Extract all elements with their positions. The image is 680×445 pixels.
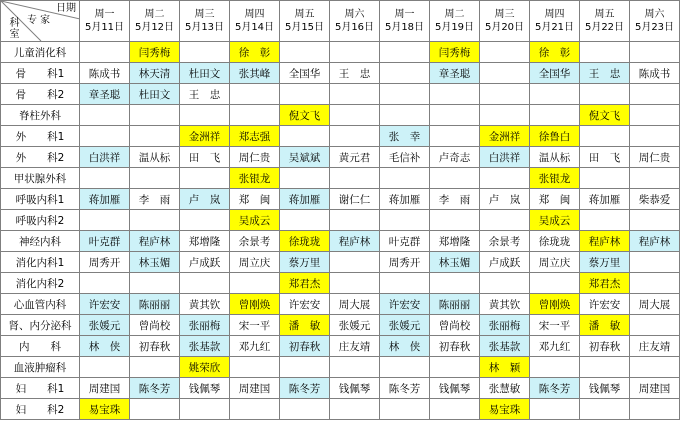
schedule-cell — [230, 273, 280, 294]
schedule-cell — [130, 399, 180, 420]
schedule-cell: 卢奇志 — [430, 147, 480, 168]
department-cell: 血液肿瘤科 — [1, 357, 80, 378]
schedule-cell: 庄友靖 — [630, 336, 680, 357]
schedule-cell: 周秀开 — [380, 252, 430, 273]
table-row — [1, 147, 680, 168]
schedule-cell: 陈丽丽 — [130, 294, 180, 315]
schedule-cell: 张银龙 — [530, 168, 580, 189]
schedule-cell: 杜田文 — [180, 63, 230, 84]
schedule-cell — [430, 273, 480, 294]
schedule-cell — [80, 210, 130, 231]
schedule-cell: 初春秋 — [280, 336, 330, 357]
schedule-cell — [80, 126, 130, 147]
schedule-cell: 陈丽丽 — [430, 294, 480, 315]
schedule-cell — [280, 399, 330, 420]
schedule-cell: 余景考 — [480, 231, 530, 252]
table-row — [1, 126, 680, 147]
schedule-cell: 周立庆 — [230, 252, 280, 273]
department-cell: 妇 科1 — [1, 378, 80, 399]
schedule-cell — [80, 357, 130, 378]
schedule-cell — [380, 168, 430, 189]
department-cell: 骨 科1 — [1, 63, 80, 84]
schedule-cell: 钱佩琴 — [580, 378, 630, 399]
weekday-label: 周三 — [494, 9, 515, 20]
schedule-cell — [330, 126, 380, 147]
schedule-cell: 吴成云 — [530, 210, 580, 231]
schedule-cell: 张媛元 — [330, 315, 380, 336]
schedule-cell: 全国华 — [530, 63, 580, 84]
department-cell: 消化内科1 — [1, 252, 80, 273]
schedule-cell: 温从标 — [530, 147, 580, 168]
schedule-cell — [80, 105, 130, 126]
schedule-cell — [530, 399, 580, 420]
schedule-cell — [380, 273, 430, 294]
schedule-cell: 周仁贵 — [630, 147, 680, 168]
schedule-cell: 陈冬芳 — [380, 378, 430, 399]
schedule-cell — [280, 210, 330, 231]
schedule-cell: 钱佩琴 — [180, 378, 230, 399]
table-row — [1, 84, 680, 105]
schedule-cell: 章圣聪 — [80, 84, 130, 105]
schedule-cell: 金洲祥 — [480, 126, 530, 147]
table-row — [1, 168, 680, 189]
weekday-label: 周一 — [94, 9, 115, 20]
schedule-cell: 闫秀梅 — [130, 42, 180, 63]
schedule-cell: 林 侠 — [380, 336, 430, 357]
schedule-cell: 徐珑珑 — [280, 231, 330, 252]
schedule-cell: 易宝珠 — [480, 399, 530, 420]
schedule-cell: 余景考 — [230, 231, 280, 252]
department-cell: 呼吸内科2 — [1, 210, 80, 231]
weekday-label: 周二 — [144, 9, 165, 20]
date-label: 5月14日 — [234, 22, 275, 33]
schedule-cell — [480, 42, 530, 63]
schedule-cell: 卢 岚 — [480, 189, 530, 210]
schedule-cell: 张丽梅 — [480, 315, 530, 336]
table-row — [1, 63, 680, 84]
header-row — [1, 1, 680, 42]
schedule-cell: 柴恭爱 — [630, 189, 680, 210]
schedule-cell — [580, 126, 630, 147]
schedule-cell: 田 飞 — [180, 147, 230, 168]
day-header-cell — [630, 1, 680, 42]
schedule-cell — [130, 210, 180, 231]
schedule-cell: 杜田文 — [130, 84, 180, 105]
schedule-cell: 蒋加雁 — [280, 189, 330, 210]
schedule-cell: 张丽梅 — [180, 315, 230, 336]
schedule-cell: 曾刚焕 — [530, 294, 580, 315]
schedule-cell — [380, 399, 430, 420]
schedule-cell — [330, 42, 380, 63]
schedule-cell — [630, 252, 680, 273]
department-cell: 妇 科2 — [1, 399, 80, 420]
schedule-cell: 姚荣欣 — [180, 357, 230, 378]
schedule-cell: 张 幸 — [380, 126, 430, 147]
day-header-cell — [180, 1, 230, 42]
schedule-cell — [580, 357, 630, 378]
date-label: 5月18日 — [384, 22, 425, 33]
schedule-cell: 曾尚校 — [130, 315, 180, 336]
schedule-cell — [430, 84, 480, 105]
schedule-cell — [630, 168, 680, 189]
date-label: 5月20日 — [484, 22, 525, 33]
day-header-cell — [330, 1, 380, 42]
schedule-cell: 宋一平 — [230, 315, 280, 336]
schedule-cell: 曾刚焕 — [230, 294, 280, 315]
schedule-cell — [130, 105, 180, 126]
schedule-cell: 张其峰 — [230, 63, 280, 84]
schedule-cell: 白洪祥 — [80, 147, 130, 168]
schedule-cell: 蒋加雁 — [380, 189, 430, 210]
schedule-cell — [630, 273, 680, 294]
date-label: 5月22日 — [584, 22, 625, 33]
schedule-body — [1, 42, 680, 420]
weekday-label: 周四 — [544, 9, 565, 20]
schedule-cell: 张银龙 — [230, 168, 280, 189]
weekday-label: 周五 — [294, 9, 315, 20]
department-cell: 脊柱外科 — [1, 105, 80, 126]
schedule-cell — [180, 399, 230, 420]
schedule-cell: 卢 岚 — [180, 189, 230, 210]
schedule-cell: 郑志强 — [230, 126, 280, 147]
schedule-cell: 叶克群 — [80, 231, 130, 252]
schedule-cell — [430, 168, 480, 189]
schedule-cell — [130, 168, 180, 189]
schedule-cell: 易宝珠 — [80, 399, 130, 420]
schedule-cell — [480, 273, 530, 294]
schedule-cell — [630, 42, 680, 63]
date-label: 5月15日 — [284, 22, 325, 33]
schedule-cell: 徐鲁白 — [530, 126, 580, 147]
schedule-cell: 金洲祥 — [180, 126, 230, 147]
schedule-cell: 钱佩琴 — [430, 378, 480, 399]
schedule-cell: 倪文飞 — [580, 105, 630, 126]
schedule-cell: 许宏安 — [280, 294, 330, 315]
corner-date-label: 日期 — [56, 3, 76, 14]
date-label: 5月12日 — [134, 22, 175, 33]
schedule-cell — [280, 126, 330, 147]
schedule-cell — [380, 84, 430, 105]
department-cell: 内 科 — [1, 336, 80, 357]
schedule-cell: 黄其钦 — [180, 294, 230, 315]
schedule-cell: 陈成书 — [80, 63, 130, 84]
schedule-cell — [180, 168, 230, 189]
schedule-cell — [580, 84, 630, 105]
day-header-cell — [480, 1, 530, 42]
schedule-cell: 周立庆 — [530, 252, 580, 273]
table-row — [1, 105, 680, 126]
schedule-cell — [480, 84, 530, 105]
schedule-cell: 程庐林 — [130, 231, 180, 252]
date-label: 5月23日 — [634, 22, 675, 33]
schedule-cell — [330, 252, 380, 273]
schedule-cell — [480, 210, 530, 231]
schedule-cell: 徐 彰 — [230, 42, 280, 63]
corner-department-label: 科室 — [9, 18, 20, 40]
schedule-cell — [280, 168, 330, 189]
schedule-cell — [230, 357, 280, 378]
schedule-cell: 程庐林 — [330, 231, 380, 252]
date-label: 5月13日 — [184, 22, 225, 33]
schedule-cell — [430, 357, 480, 378]
schedule-cell: 陈冬芳 — [130, 378, 180, 399]
schedule-cell: 谢仁仁 — [330, 189, 380, 210]
schedule-cell — [130, 126, 180, 147]
schedule-cell: 程庐林 — [580, 231, 630, 252]
schedule-cell — [630, 357, 680, 378]
schedule-cell: 吴成云 — [230, 210, 280, 231]
schedule-cell: 林玉媚 — [130, 252, 180, 273]
schedule-cell: 初春秋 — [430, 336, 480, 357]
schedule-cell — [80, 168, 130, 189]
schedule-cell: 蒋加雁 — [580, 189, 630, 210]
schedule-cell: 闫秀梅 — [430, 42, 480, 63]
schedule-cell — [280, 357, 330, 378]
schedule-cell — [280, 42, 330, 63]
department-cell: 外 科2 — [1, 147, 80, 168]
schedule-cell: 程庐林 — [630, 231, 680, 252]
schedule-cell — [630, 210, 680, 231]
schedule-cell — [530, 105, 580, 126]
schedule-cell: 邓九红 — [230, 336, 280, 357]
day-header-cell — [280, 1, 330, 42]
schedule-cell — [430, 210, 480, 231]
schedule-cell — [180, 105, 230, 126]
schedule-cell: 林 颖 — [480, 357, 530, 378]
schedule-cell: 陈冬芳 — [530, 378, 580, 399]
day-header-cell — [230, 1, 280, 42]
schedule-cell — [630, 315, 680, 336]
schedule-cell: 林玉媚 — [430, 252, 480, 273]
schedule-cell — [580, 210, 630, 231]
schedule-cell: 宋一平 — [530, 315, 580, 336]
schedule-cell — [380, 63, 430, 84]
department-cell: 神经内科 — [1, 231, 80, 252]
schedule-cell — [180, 273, 230, 294]
schedule-cell — [280, 84, 330, 105]
corner-header-cell — [1, 1, 80, 42]
schedule-cell — [580, 168, 630, 189]
schedule-cell — [230, 105, 280, 126]
department-cell: 骨 科2 — [1, 84, 80, 105]
schedule-cell: 郑 闽 — [230, 189, 280, 210]
schedule-cell: 田 飞 — [580, 147, 630, 168]
schedule-cell — [480, 105, 530, 126]
department-cell: 心血管内科 — [1, 294, 80, 315]
schedule-cell: 潘 敏 — [280, 315, 330, 336]
schedule-cell — [580, 399, 630, 420]
schedule-cell — [630, 126, 680, 147]
schedule-cell: 周大展 — [630, 294, 680, 315]
schedule-cell — [430, 399, 480, 420]
schedule-cell: 温从标 — [130, 147, 180, 168]
schedule-cell: 周仁贵 — [230, 147, 280, 168]
schedule-cell — [380, 210, 430, 231]
date-label: 5月11日 — [84, 22, 125, 33]
schedule-cell: 许宏安 — [380, 294, 430, 315]
weekday-label: 周四 — [244, 9, 265, 20]
date-label: 5月21日 — [534, 22, 575, 33]
schedule-cell: 周大展 — [330, 294, 380, 315]
schedule-cell: 郑增隆 — [180, 231, 230, 252]
schedule-cell — [480, 168, 530, 189]
schedule-cell — [430, 105, 480, 126]
day-header-cell — [580, 1, 630, 42]
schedule-cell: 全国华 — [280, 63, 330, 84]
schedule-cell: 王 忠 — [330, 63, 380, 84]
weekday-label: 周一 — [394, 9, 415, 20]
table-row — [1, 336, 680, 357]
schedule-cell: 许宏安 — [580, 294, 630, 315]
schedule-cell: 蒋加雁 — [80, 189, 130, 210]
schedule-cell — [330, 399, 380, 420]
schedule-cell — [630, 84, 680, 105]
table-row — [1, 210, 680, 231]
schedule-cell: 陈成书 — [630, 63, 680, 84]
weekday-label: 周六 — [644, 9, 665, 20]
schedule-cell: 初春秋 — [130, 336, 180, 357]
department-cell: 儿童消化科 — [1, 42, 80, 63]
schedule-cell — [330, 273, 380, 294]
schedule-cell: 周建国 — [630, 378, 680, 399]
weekday-label: 周三 — [194, 9, 215, 20]
schedule-cell — [180, 42, 230, 63]
schedule-cell: 张媛元 — [380, 315, 430, 336]
schedule-cell: 庄友靖 — [330, 336, 380, 357]
day-header-cell — [530, 1, 580, 42]
department-cell: 消化内科2 — [1, 273, 80, 294]
schedule-cell: 黄其钦 — [480, 294, 530, 315]
table-row — [1, 399, 680, 420]
schedule-cell: 叶克群 — [380, 231, 430, 252]
schedule-cell: 吴斌斌 — [280, 147, 330, 168]
schedule-cell — [530, 357, 580, 378]
schedule-cell — [230, 84, 280, 105]
schedule-cell — [80, 273, 130, 294]
schedule-cell: 王 忠 — [180, 84, 230, 105]
schedule-cell — [330, 84, 380, 105]
schedule-cell: 许宏安 — [80, 294, 130, 315]
schedule-cell — [380, 42, 430, 63]
schedule-cell: 钱佩琴 — [330, 378, 380, 399]
schedule-cell — [330, 210, 380, 231]
schedule-cell: 徐 彰 — [530, 42, 580, 63]
schedule-cell: 林 侠 — [80, 336, 130, 357]
department-cell: 甲状腺外科 — [1, 168, 80, 189]
department-cell: 肾、内分泌科 — [1, 315, 80, 336]
day-header-cell — [130, 1, 180, 42]
schedule-cell: 卢成跃 — [180, 252, 230, 273]
schedule-cell: 王 忠 — [580, 63, 630, 84]
schedule-cell — [130, 273, 180, 294]
schedule-cell — [330, 168, 380, 189]
table-row — [1, 378, 680, 399]
schedule-cell: 蔡万里 — [280, 252, 330, 273]
schedule-cell: 周建国 — [80, 378, 130, 399]
weekday-label: 周五 — [594, 9, 615, 20]
schedule-cell — [630, 399, 680, 420]
table-row — [1, 231, 680, 252]
schedule-cell: 倪文飞 — [280, 105, 330, 126]
schedule-cell: 林天清 — [130, 63, 180, 84]
department-cell: 外 科1 — [1, 126, 80, 147]
schedule-cell: 卢成跃 — [480, 252, 530, 273]
schedule-cell — [330, 357, 380, 378]
corner-expert-label: 专 家 — [27, 15, 51, 26]
schedule-cell — [380, 357, 430, 378]
table-row — [1, 273, 680, 294]
table-row — [1, 315, 680, 336]
schedule-cell: 郑增隆 — [430, 231, 480, 252]
weekday-label: 周六 — [344, 9, 365, 20]
schedule-cell: 张媛元 — [80, 315, 130, 336]
date-label: 5月16日 — [334, 22, 375, 33]
schedule-cell: 蔡万里 — [580, 252, 630, 273]
schedule-cell — [180, 210, 230, 231]
table-row — [1, 252, 680, 273]
schedule-cell: 郑 闽 — [530, 189, 580, 210]
schedule-cell: 张基款 — [180, 336, 230, 357]
schedule-cell — [130, 357, 180, 378]
schedule-cell: 黄元君 — [330, 147, 380, 168]
date-label: 5月19日 — [434, 22, 475, 33]
day-header-cell — [80, 1, 130, 42]
schedule-cell: 周秀开 — [80, 252, 130, 273]
schedule-cell: 潘 敏 — [580, 315, 630, 336]
day-header-cell — [430, 1, 480, 42]
schedule-cell — [330, 105, 380, 126]
schedule-cell: 毛信补 — [380, 147, 430, 168]
schedule-cell — [580, 42, 630, 63]
day-header-cell — [380, 1, 430, 42]
schedule-cell — [230, 399, 280, 420]
table-row — [1, 294, 680, 315]
schedule-cell — [480, 63, 530, 84]
schedule-cell — [530, 273, 580, 294]
schedule-cell: 初春秋 — [580, 336, 630, 357]
schedule-cell — [80, 42, 130, 63]
schedule-cell: 邓九红 — [530, 336, 580, 357]
table-row — [1, 189, 680, 210]
schedule-cell: 李 雨 — [130, 189, 180, 210]
weekday-label: 周二 — [444, 9, 465, 20]
table-row — [1, 42, 680, 63]
schedule-cell: 徐珑珑 — [530, 231, 580, 252]
schedule-cell — [430, 126, 480, 147]
schedule-cell: 陈冬芳 — [280, 378, 330, 399]
schedule-cell: 郑君杰 — [580, 273, 630, 294]
schedule-cell — [380, 105, 430, 126]
schedule-cell — [530, 84, 580, 105]
department-cell: 呼吸内科1 — [1, 189, 80, 210]
schedule-cell: 曾尚校 — [430, 315, 480, 336]
schedule-cell: 张基款 — [480, 336, 530, 357]
schedule-cell: 张慧敏 — [480, 378, 530, 399]
schedule-cell: 郑君杰 — [280, 273, 330, 294]
schedule-cell: 周建国 — [230, 378, 280, 399]
schedule-cell: 章圣聪 — [430, 63, 480, 84]
schedule-cell: 白洪祥 — [480, 147, 530, 168]
schedule-cell: 李 雨 — [430, 189, 480, 210]
table-row — [1, 357, 680, 378]
schedule-cell — [630, 105, 680, 126]
